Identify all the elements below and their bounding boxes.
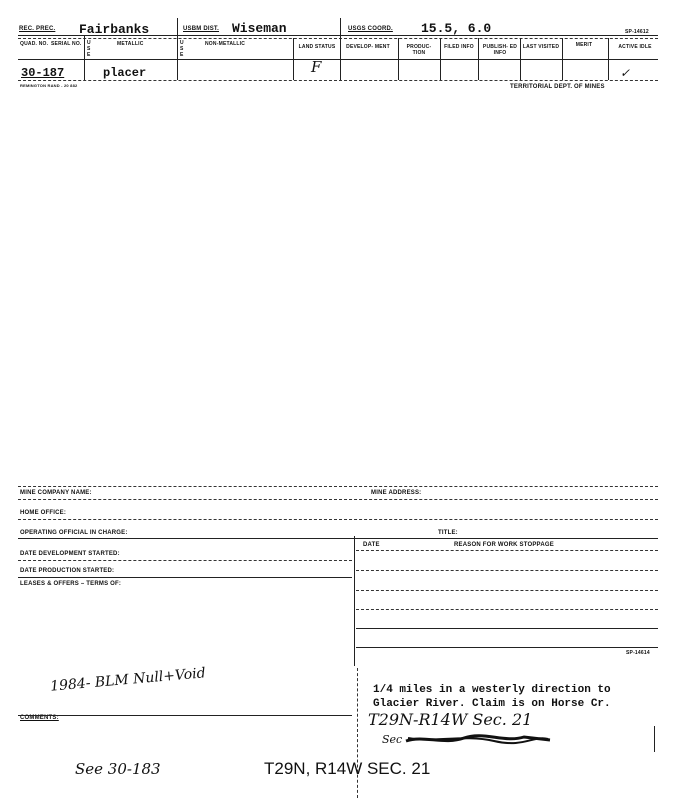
home-office-line <box>18 519 658 520</box>
production-label: PRODUC- TION <box>406 44 432 56</box>
form-code-bottom: SP-14614 <box>626 650 650 656</box>
typed-note-line1: 1/4 miles in a westerly direction to <box>373 684 611 696</box>
rec-prec-label: REC. PREC. <box>19 26 56 32</box>
non-metallic-label: NON-METALLIC <box>205 41 246 47</box>
comments-label: COMMENTS: <box>20 715 59 721</box>
handwritten-sec: Sec <box>382 733 403 746</box>
filed-info-label: FILED INFO <box>444 44 474 50</box>
last-visited-label: LAST VISITED <box>522 44 560 50</box>
handwritten-township: T29N-R14W Sec. 21 <box>368 710 533 729</box>
rec-prec-value: Fairbanks <box>79 22 150 37</box>
operating-official-label: OPERATING OFFICIAL IN CHARGE: <box>20 530 128 536</box>
header-divider <box>340 18 341 80</box>
printer-note: REMINGTON RAND - 20 882 <box>20 83 78 88</box>
quad-serial-value: 30-187 <box>21 66 65 80</box>
comments-rule <box>18 715 352 716</box>
metallic-use-marker: U S E <box>87 40 91 58</box>
usgs-coord-label: USGS COORD. <box>348 26 393 32</box>
mine-company-label: MINE COMPANY NAME: <box>20 490 92 496</box>
form-code-top: SP-14612 <box>625 29 649 35</box>
mine-company-line <box>18 499 658 500</box>
scribble-strike <box>404 731 554 747</box>
leases-label: LEASES & OFFERS – TERMS OF: <box>20 581 122 587</box>
merit-label: MERIT <box>575 42 593 48</box>
serial-label: SERIAL NO. <box>51 41 82 47</box>
date-label: DATE <box>363 542 380 548</box>
header-bottom-dashed-rule <box>18 80 658 81</box>
reason-label: REASON FOR WORK STOPPAGE <box>454 542 554 548</box>
usbm-dist-value: Wiseman <box>232 21 287 36</box>
mine-address-label: MINE ADDRESS: <box>371 490 422 496</box>
form-center-divider <box>354 536 355 666</box>
handwritten-see-note: See 30-183 <box>75 760 161 778</box>
date-production-label: DATE PRODUCTION STARTED: <box>20 568 115 574</box>
date-production-line <box>18 577 352 578</box>
header-top-rule <box>18 35 658 36</box>
usbm-dist-label: USBM DIST. <box>183 26 220 32</box>
land-status-mark: F <box>311 58 322 76</box>
published-info-label: PUBLISH- ED INFO <box>482 44 518 56</box>
margin-mark <box>654 726 655 752</box>
development-label: DEVELOP- MENT <box>346 44 390 50</box>
quad-label: QUAD. NO. <box>20 41 49 47</box>
date-development-line <box>18 560 352 561</box>
stoppage-bottom-line <box>356 647 658 648</box>
active-idle-label: ACTIVE IDLE <box>618 44 652 50</box>
dept-label: TERRITORIAL DEPT. OF MINES <box>510 84 605 90</box>
metallic-value: placer <box>103 66 147 80</box>
stoppage-line <box>356 570 658 571</box>
header-divider <box>84 35 85 80</box>
stoppage-line <box>356 609 658 610</box>
non-metallic-use-marker: U S E <box>180 40 184 58</box>
stoppage-line <box>356 590 658 591</box>
header-mid-rule <box>18 59 658 60</box>
form-top-dashed-rule <box>18 486 658 487</box>
title-label: TITLE: <box>438 530 458 536</box>
land-status-label: LAND STATUS <box>298 44 336 50</box>
date-development-label: DATE DEVELOPMENT STARTED: <box>20 551 120 557</box>
usgs-coord-value: 15.5, 6.0 <box>421 21 492 36</box>
stoppage-line <box>356 628 658 629</box>
active-mark: ✓ <box>620 66 631 80</box>
home-office-label: HOME OFFICE: <box>20 510 67 516</box>
handwritten-blm-note: 1984- BLM Null+Void <box>49 665 207 695</box>
header-divider <box>177 18 178 80</box>
stoppage-line <box>356 550 658 551</box>
metallic-label: METALLIC <box>117 41 144 47</box>
operating-official-line <box>18 538 658 539</box>
printed-township: T29N, R14W SEC. 21 <box>264 759 431 778</box>
typed-note-line2: Glacier River. Claim is on Horse Cr. <box>373 698 611 710</box>
